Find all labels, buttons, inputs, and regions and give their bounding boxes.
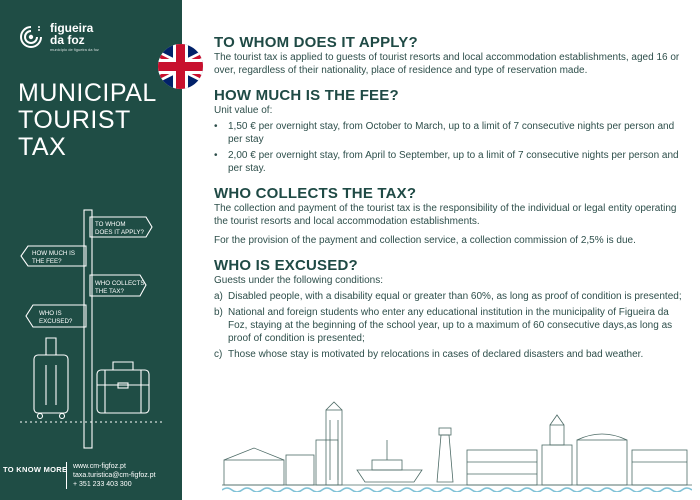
item-mark: c) bbox=[214, 349, 223, 360]
fee-intro: Unit value of: bbox=[214, 105, 273, 116]
logo-line-1: figueira bbox=[50, 21, 94, 35]
sign-excused-line-2: EXCUSED? bbox=[39, 317, 73, 325]
sign-fee-line-2: THE FEE? bbox=[32, 257, 62, 265]
sign-collects-line-1: WHO COLLECTS bbox=[95, 280, 145, 287]
excused-item bbox=[214, 290, 689, 303]
signpost-illustration bbox=[0, 200, 182, 460]
excused-item bbox=[214, 306, 689, 345]
excused-intro: Guests under the following conditions: bbox=[214, 275, 383, 286]
logo[interactable] bbox=[18, 22, 99, 52]
item-mark: b) bbox=[214, 307, 223, 318]
sign-collects bbox=[95, 280, 145, 295]
heading-fee: HOW MUCH IS THE FEE? bbox=[214, 87, 399, 104]
logo-line-3: município de figueira da foz bbox=[50, 47, 99, 52]
sign-apply bbox=[95, 221, 144, 236]
swirl-logo-icon bbox=[18, 24, 44, 50]
sign-excused-line-1: WHO IS bbox=[39, 310, 62, 317]
skyline-illustration bbox=[222, 400, 692, 492]
item-text: Disabled people, with a disability equal or greater than 60%, as long as proof of condition is presented; bbox=[228, 291, 682, 302]
side-title-line-1: MUNICIPAL bbox=[18, 79, 157, 107]
know-more-label: TO KNOW MORE bbox=[3, 465, 68, 474]
contacts bbox=[66, 462, 156, 489]
collects-text-2: For the provision of the payment and collection service, a collection commission of 2,5% is due. bbox=[214, 235, 636, 246]
contact-phone[interactable]: + 351 233 403 300 bbox=[73, 481, 132, 488]
sign-apply-line-2: DOES IT APPLY? bbox=[95, 228, 144, 236]
main-content bbox=[214, 34, 689, 361]
apply-text: The tourist tax is applied to guests of tourist resorts and local accommodation establishments, aged 16 or over, regardless of their nationality, place of residence and type of reservation made. bbox=[214, 52, 680, 76]
side-title-line-2: TOURIST bbox=[18, 106, 131, 134]
heading-excused: WHO IS EXCUSED? bbox=[214, 257, 358, 274]
section-fee bbox=[214, 87, 689, 175]
fee-bullet bbox=[214, 120, 689, 146]
collects-text-1: The collection and payment of the tourist tax is the responsibility of the individual or legal entity operating the tourist resorts and local accommodation establishments. bbox=[214, 203, 677, 227]
logo-line-2: da foz bbox=[50, 33, 85, 47]
excused-item bbox=[214, 348, 689, 361]
bullet-mark: • bbox=[214, 121, 218, 132]
sign-excused bbox=[39, 310, 72, 325]
section-apply bbox=[214, 34, 689, 77]
sign-fee bbox=[32, 250, 75, 265]
heading-collects: WHO COLLECTS THE TAX? bbox=[214, 185, 417, 202]
item-text: National and foreign students who enter any educational institution in the municipality of Figueira da Foz, staying at the beginning of the school year, up to a maximum of 60 consecutive days,as long as proof of condition is presented; bbox=[228, 307, 673, 344]
section-collects bbox=[214, 185, 689, 247]
fee-bullet-text: 2,00 € per overnight stay, from April to September, up to a limit of 7 consecutive nights per person and per stay. bbox=[228, 150, 679, 174]
item-mark: a) bbox=[214, 291, 223, 302]
section-excused bbox=[214, 257, 689, 361]
contact-email[interactable]: taxa.turistica@cm-figfoz.pt bbox=[73, 472, 156, 479]
sign-apply-line-1: TO WHOM bbox=[95, 221, 126, 228]
sidebar bbox=[0, 0, 182, 500]
sign-collects-line-2: THE TAX? bbox=[95, 287, 124, 295]
fee-bullet bbox=[214, 149, 689, 175]
sign-fee-line-1: HOW MUCH IS bbox=[32, 250, 75, 257]
signpost-icon bbox=[0, 200, 182, 460]
uk-flag-icon[interactable] bbox=[158, 44, 203, 89]
fee-bullet-text: 1,50 € per overnight stay, from October to March, up to a limit of 7 consecutive nights per person and per stay bbox=[228, 121, 675, 145]
side-title-line-3: TAX bbox=[18, 133, 67, 161]
heading-apply: TO WHOM DOES IT APPLY? bbox=[214, 34, 418, 51]
bullet-mark: • bbox=[214, 150, 218, 161]
item-text: Those whose stay is motivated by relocations in cases of declared disasters and bad weather. bbox=[228, 349, 644, 360]
contact-website[interactable]: www.cm-figfoz.pt bbox=[73, 463, 126, 470]
side-title bbox=[18, 80, 157, 161]
